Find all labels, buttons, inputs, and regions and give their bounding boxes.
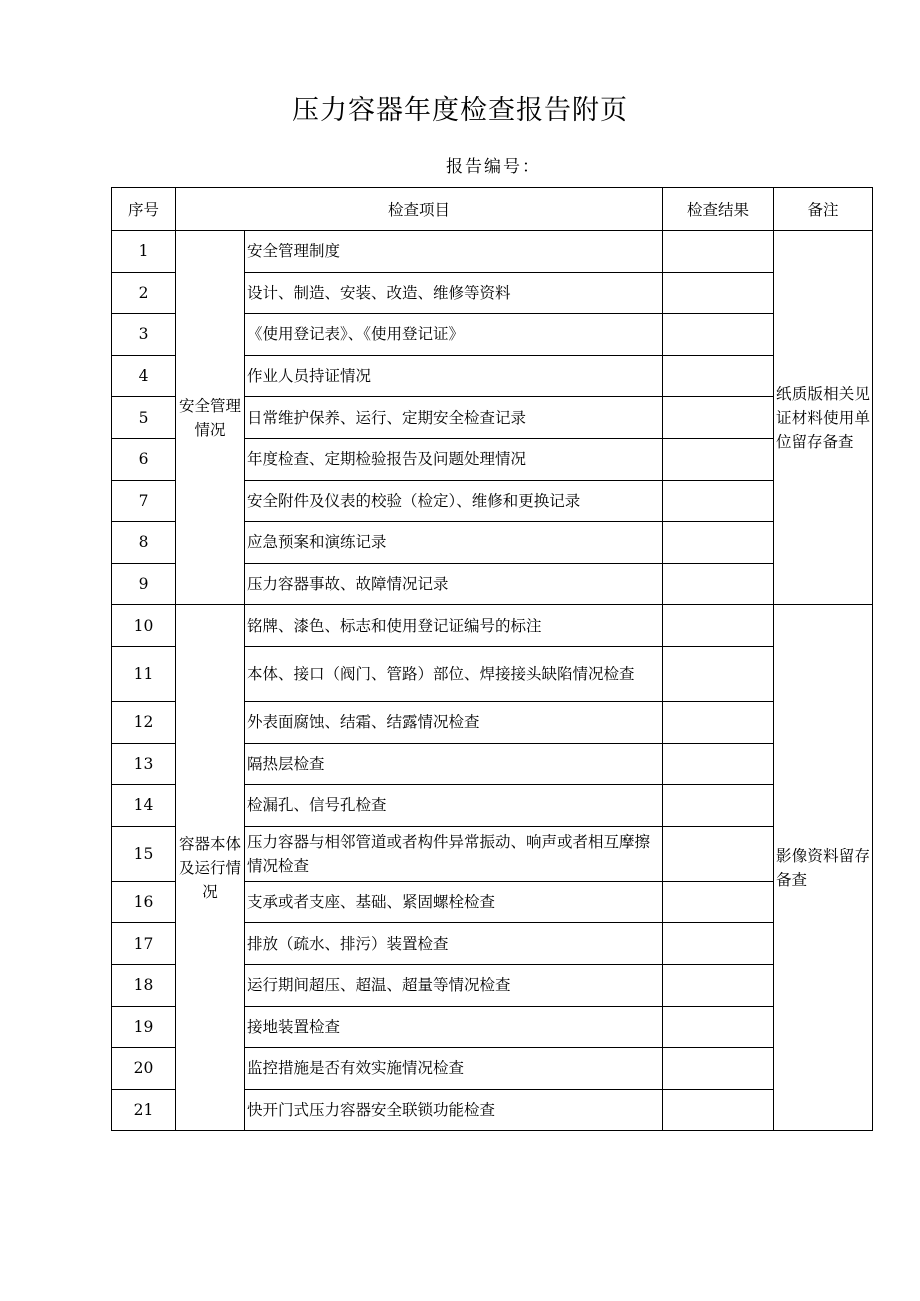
check-item-cell: 作业人员持证情况 bbox=[245, 355, 663, 397]
check-result-cell[interactable] bbox=[663, 785, 774, 827]
header-serial-no: 序号 bbox=[112, 188, 176, 231]
header-check-result: 检查结果 bbox=[663, 188, 774, 231]
check-item-cell: 压力容器事故、故障情况记录 bbox=[245, 563, 663, 605]
check-result-cell[interactable] bbox=[663, 881, 774, 923]
row-number: 10 bbox=[112, 605, 176, 647]
check-result-cell[interactable] bbox=[663, 1006, 774, 1048]
row-number: 16 bbox=[112, 881, 176, 923]
row-number: 5 bbox=[112, 397, 176, 439]
check-result-cell[interactable] bbox=[663, 438, 774, 480]
row-number: 6 bbox=[112, 438, 176, 480]
table-row bbox=[112, 605, 873, 647]
check-result-cell[interactable] bbox=[663, 314, 774, 356]
check-result-cell[interactable] bbox=[663, 231, 774, 273]
table-body bbox=[112, 231, 873, 1131]
check-item-cell: 检漏孔、信号孔检查 bbox=[245, 785, 663, 827]
row-number: 13 bbox=[112, 743, 176, 785]
row-number: 21 bbox=[112, 1089, 176, 1131]
row-number: 2 bbox=[112, 272, 176, 314]
table-header-row bbox=[112, 188, 873, 231]
check-result-cell[interactable] bbox=[663, 646, 774, 701]
row-number: 1 bbox=[112, 231, 176, 273]
check-item-cell: 安全管理制度 bbox=[245, 231, 663, 273]
row-number: 18 bbox=[112, 964, 176, 1006]
check-result-cell[interactable] bbox=[663, 1089, 774, 1131]
check-item-cell: 《使用登记表》、《使用登记证》 bbox=[245, 314, 663, 356]
check-item-cell: 接地装置检查 bbox=[245, 1006, 663, 1048]
check-result-cell[interactable] bbox=[663, 701, 774, 743]
check-item-cell: 年度检查、定期检验报告及问题处理情况 bbox=[245, 438, 663, 480]
check-item-cell: 安全附件及仪表的校验（检定）、维修和更换记录 bbox=[245, 480, 663, 522]
row-number: 15 bbox=[112, 826, 176, 881]
row-number: 9 bbox=[112, 563, 176, 605]
row-number: 11 bbox=[112, 646, 176, 701]
row-number: 14 bbox=[112, 785, 176, 827]
check-result-cell[interactable] bbox=[663, 964, 774, 1006]
check-result-cell[interactable] bbox=[663, 480, 774, 522]
remarks-cell: 纸质版相关见证材料使用单位留存备查 bbox=[774, 231, 873, 605]
check-item-cell: 快开门式压力容器安全联锁功能检查 bbox=[245, 1089, 663, 1131]
check-item-cell: 本体、接口（阀门、管路）部位、焊接接头缺陷情况检查 bbox=[245, 646, 663, 701]
check-result-cell[interactable] bbox=[663, 605, 774, 647]
row-number: 12 bbox=[112, 701, 176, 743]
check-item-cell: 监控措施是否有效实施情况检查 bbox=[245, 1048, 663, 1090]
row-number: 8 bbox=[112, 522, 176, 564]
check-result-cell[interactable] bbox=[663, 826, 774, 881]
check-result-cell[interactable] bbox=[663, 563, 774, 605]
check-item-cell: 支承或者支座、基础、紧固螺栓检查 bbox=[245, 881, 663, 923]
category-cell: 安全管理情况 bbox=[176, 231, 245, 605]
check-item-cell: 设计、制造、安装、改造、维修等资料 bbox=[245, 272, 663, 314]
row-number: 3 bbox=[112, 314, 176, 356]
category-cell: 容器本体及运行情况 bbox=[176, 605, 245, 1131]
remarks-cell: 影像资料留存备查 bbox=[774, 605, 873, 1131]
table-row bbox=[112, 231, 873, 273]
header-check-item: 检查项目 bbox=[176, 188, 663, 231]
check-item-cell: 外表面腐蚀、结霜、结露情况检查 bbox=[245, 701, 663, 743]
check-item-cell: 压力容器与相邻管道或者构件异常振动、响声或者相互摩擦情况检查 bbox=[245, 826, 663, 881]
check-item-cell: 运行期间超压、超温、超量等情况检查 bbox=[245, 964, 663, 1006]
header-remarks: 备注 bbox=[774, 188, 873, 231]
check-result-cell[interactable] bbox=[663, 743, 774, 785]
inspection-table bbox=[111, 187, 873, 1131]
check-item-cell: 隔热层检查 bbox=[245, 743, 663, 785]
check-item-cell: 应急预案和演练记录 bbox=[245, 522, 663, 564]
row-number: 20 bbox=[112, 1048, 176, 1090]
check-item-cell: 日常维护保养、运行、定期安全检查记录 bbox=[245, 397, 663, 439]
check-result-cell[interactable] bbox=[663, 522, 774, 564]
row-number: 19 bbox=[112, 1006, 176, 1048]
page-title: 压力容器年度检查报告附页 bbox=[292, 95, 628, 126]
check-item-cell: 排放（疏水、排污）装置检查 bbox=[245, 923, 663, 965]
row-number: 17 bbox=[112, 923, 176, 965]
row-number: 4 bbox=[112, 355, 176, 397]
check-result-cell[interactable] bbox=[663, 355, 774, 397]
check-result-cell[interactable] bbox=[663, 397, 774, 439]
check-item-cell: 铭牌、漆色、标志和使用登记证编号的标注 bbox=[245, 605, 663, 647]
check-result-cell[interactable] bbox=[663, 1048, 774, 1090]
report-number-label: 报告编号： bbox=[446, 157, 541, 177]
row-number: 7 bbox=[112, 480, 176, 522]
check-result-cell[interactable] bbox=[663, 923, 774, 965]
check-result-cell[interactable] bbox=[663, 272, 774, 314]
